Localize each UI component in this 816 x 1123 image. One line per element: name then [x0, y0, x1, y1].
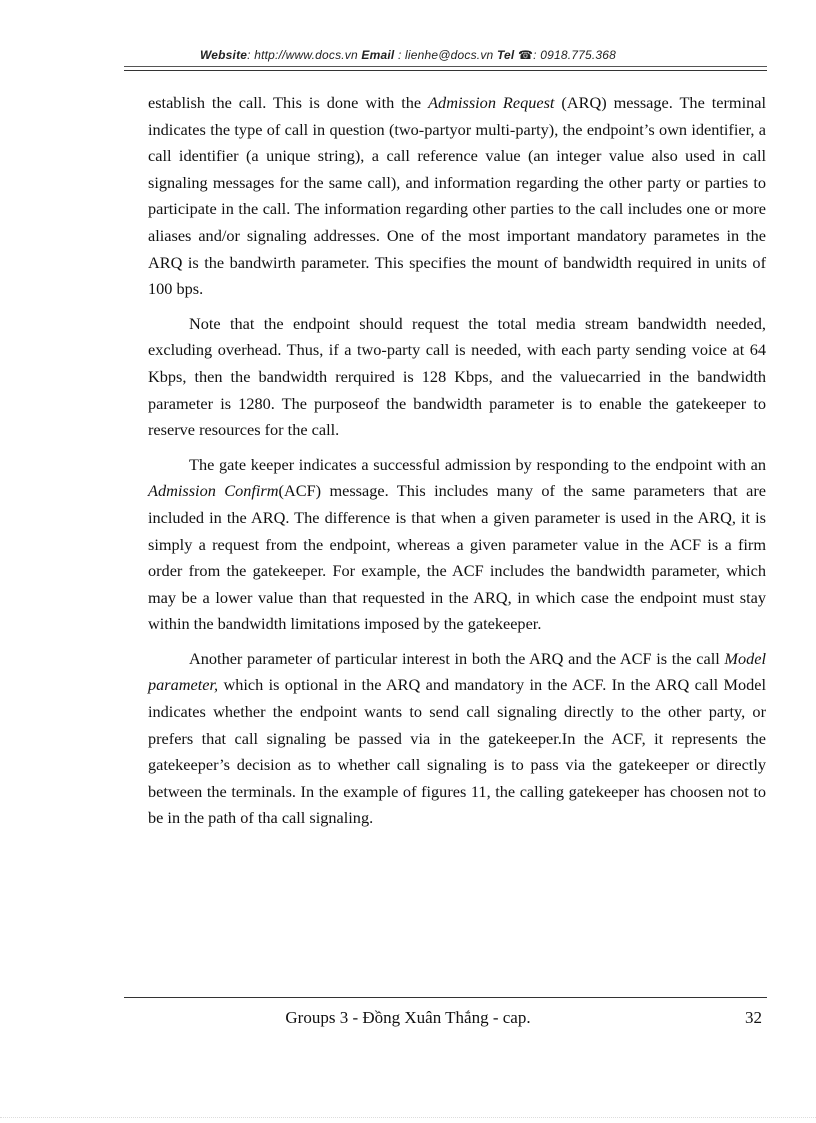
page-number: 32: [745, 1008, 762, 1027]
paragraph-arq: [148, 90, 766, 303]
page-header: [0, 48, 816, 62]
email-label: Email: [361, 48, 395, 62]
paragraph-text: The gate keeper indicates a successful admission by responding to the endpoint with an: [189, 454, 766, 474]
paragraph-call-model: [148, 646, 766, 832]
paragraph-text: (ACF) message. This includes many of the same parameters that are included in the ARQ. The difference is that when a given parameter is used in the ARQ, it is simply a request from the endpoint, whereas a given parameter value in the ACF is a firm order from the gatekeeper. For example, the ACF includes the bandwidth parameter, which may be a lower value than that requested in the ARQ, in which case the endpoint must stay within the bandwidth limitations imposed by the gatekeeper.: [148, 481, 766, 634]
tel-label: Tel: [496, 48, 515, 62]
email-value: : lienhe@docs.vn: [394, 48, 497, 62]
page-body: [148, 90, 766, 840]
header-rule-thin: [124, 66, 767, 67]
paragraph-text: (ARQ) message. The terminal indicates the type of call in question (two-partyor multi-party), the endpoint’s own identifier, a call identifier (a unique string), a call reference value (an integer value also used in call signaling messages for the same call), and information regarding the other party or parties to participate in the call. The information regarding other parties to the call includes one or more aliases and/or signaling addresses. One of the most important mandatory parametes in the ARQ is the bandwirth parameter. This specifies the mount of bandwidth required in units of 100 bps.: [148, 93, 766, 299]
paragraph-text: Note that the endpoint should request the total media stream bandwidth needed, excluding overhead. Thus, if a two-party call is needed, with each party sending voice at 64 Kbps, then the bandwidth rerquired is 128 Kbps, and the valuecarried in the bandwidth parameter is 1280. The purposeof the bandwidth parameter is to enable the gatekeeper to reserve resources for the call.: [148, 313, 766, 440]
term-model-parameter: Model parameter,: [148, 648, 766, 695]
term-admission-confirm: Admission Confirm: [148, 481, 279, 501]
website-value: : http://www.docs.vn: [247, 48, 362, 62]
paragraph-acf: [148, 452, 766, 638]
paragraph-bandwidth: [148, 311, 766, 444]
paragraph-text: establish the call. This is done with the: [148, 93, 429, 112]
page-bottom-divider: [0, 1117, 816, 1118]
footer-author: Groups 3 - Đồng Xuân Thắng - cap.: [285, 1008, 531, 1027]
tel-value: : 0918.775.368: [533, 48, 617, 62]
footer-rule: [124, 997, 767, 998]
term-admission-request: Admission Request: [428, 93, 555, 112]
phone-icon: ☎: [518, 48, 534, 62]
website-label: Website: [199, 48, 248, 62]
paragraph-text: which is optional in the ARQ and mandatory in the ACF. In the ARQ call Model indicates whether the endpoint wants to send call signaling directly to the other party, or prefers that call signaling be passed via in the gatekeeper.In the ACF, it represents the gatekeeper’s decision as to whether call signaling is to pass via the gatekeeper or directly between the terminals. In the example of figures 11, the calling gatekeeper has choosen not to be in the path of tha call signaling.: [148, 675, 766, 828]
header-rule-thick: [124, 70, 767, 71]
paragraph-text: Another parameter of particular interest in both the ARQ and the ACF is the call: [189, 648, 725, 668]
